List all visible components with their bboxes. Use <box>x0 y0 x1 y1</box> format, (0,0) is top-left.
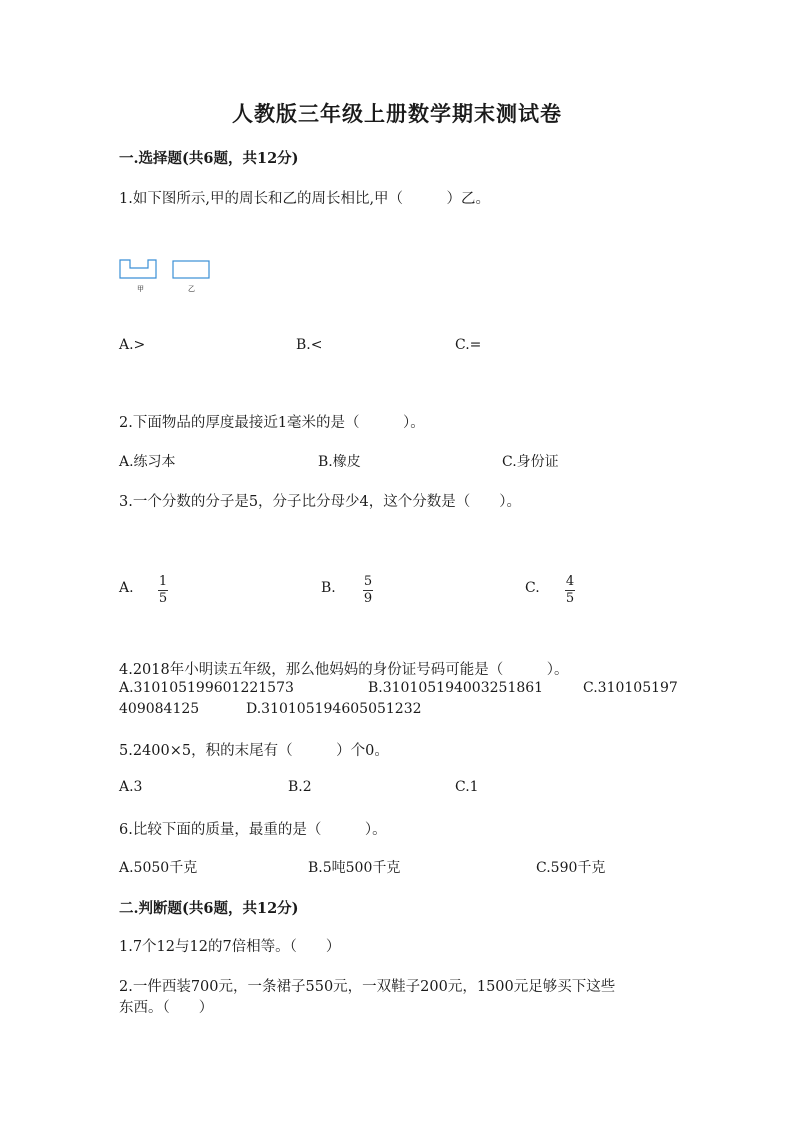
q3-option-b-letter: B. <box>321 580 336 596</box>
figure-yi-label: 乙 <box>188 285 195 293</box>
page-title: 人教版三年级上册数学期末测试卷 <box>232 101 562 126</box>
q3-option-c-fraction <box>565 575 575 606</box>
question-2-text: 2.下面物品的厚度最接近1毫米的是（ ）。 <box>119 415 425 431</box>
q4-option-b: B.310105194003251861 <box>368 680 544 696</box>
q4-option-c-part2: 409084125 <box>119 701 200 717</box>
judge-question-2-line1: 2.一件西装700元，一条裙子550元，一双鞋子200元，1500元足够买下这些 <box>119 979 616 995</box>
q6-option-a: A.5050千克 <box>119 860 198 876</box>
q2-option-c: C.身份证 <box>502 454 559 470</box>
q3-option-c-letter: C. <box>525 580 540 596</box>
judge-question-2-line2: 东西。（ ） <box>119 1000 214 1016</box>
q1-option-b: B.< <box>296 337 323 353</box>
section-2-heading: 二.判断题(共6题，共12分) <box>119 900 299 917</box>
q1-option-c: C.= <box>455 337 482 353</box>
figure-yi-shape <box>173 261 209 278</box>
q3-option-b-fraction <box>363 575 373 606</box>
q1-option-a: A.> <box>119 337 146 353</box>
fraction-denominator: 5 <box>158 591 168 606</box>
q4-option-d: D.310105194605051232 <box>246 701 422 717</box>
question-5-text: 5.2400×5，积的末尾有（ ）个0。 <box>119 743 389 759</box>
question-1-text: 1.如下图所示,甲的周长和乙的周长相比,甲（ ）乙。 <box>119 191 491 207</box>
q2-option-b: B.橡皮 <box>318 454 361 470</box>
q4-option-a: A.310105199601221573 <box>119 680 294 696</box>
q5-option-b: B.2 <box>288 779 312 795</box>
q5-option-c: C.1 <box>455 779 479 795</box>
q4-option-c-part1: C.310105197 <box>583 680 678 696</box>
fraction-numerator: 4 <box>565 574 575 589</box>
question-6-text: 6.比较下面的质量，最重的是（ ）。 <box>119 822 387 838</box>
judge-question-1-text: 1.7个12与12的7倍相等。（ ） <box>119 939 341 955</box>
fraction-denominator: 5 <box>565 591 575 606</box>
figure-jia-shape <box>120 260 156 278</box>
question-3-text: 3.一个分数的分子是5，分子比分母少4，这个分数是（ ）。 <box>119 494 522 510</box>
section-1-heading: 一.选择题(共6题，共12分) <box>119 150 299 167</box>
fraction-numerator: 5 <box>363 574 373 589</box>
q6-option-c: C.590千克 <box>536 860 606 876</box>
q6-option-b: B.5吨500千克 <box>308 860 401 876</box>
fraction-denominator: 9 <box>363 591 373 606</box>
question-4-text: 4.2018年小明读五年级，那么他妈妈的身份证号码可能是（ ）。 <box>119 662 569 678</box>
q2-option-a: A.练习本 <box>119 454 176 470</box>
fraction-numerator: 1 <box>158 574 168 589</box>
figure-jia-label: 甲 <box>137 285 144 293</box>
q3-option-a-fraction <box>158 575 168 606</box>
q5-option-a: A.3 <box>119 779 143 795</box>
perimeter-figures <box>118 258 214 282</box>
q3-option-a-letter: A. <box>119 580 134 596</box>
